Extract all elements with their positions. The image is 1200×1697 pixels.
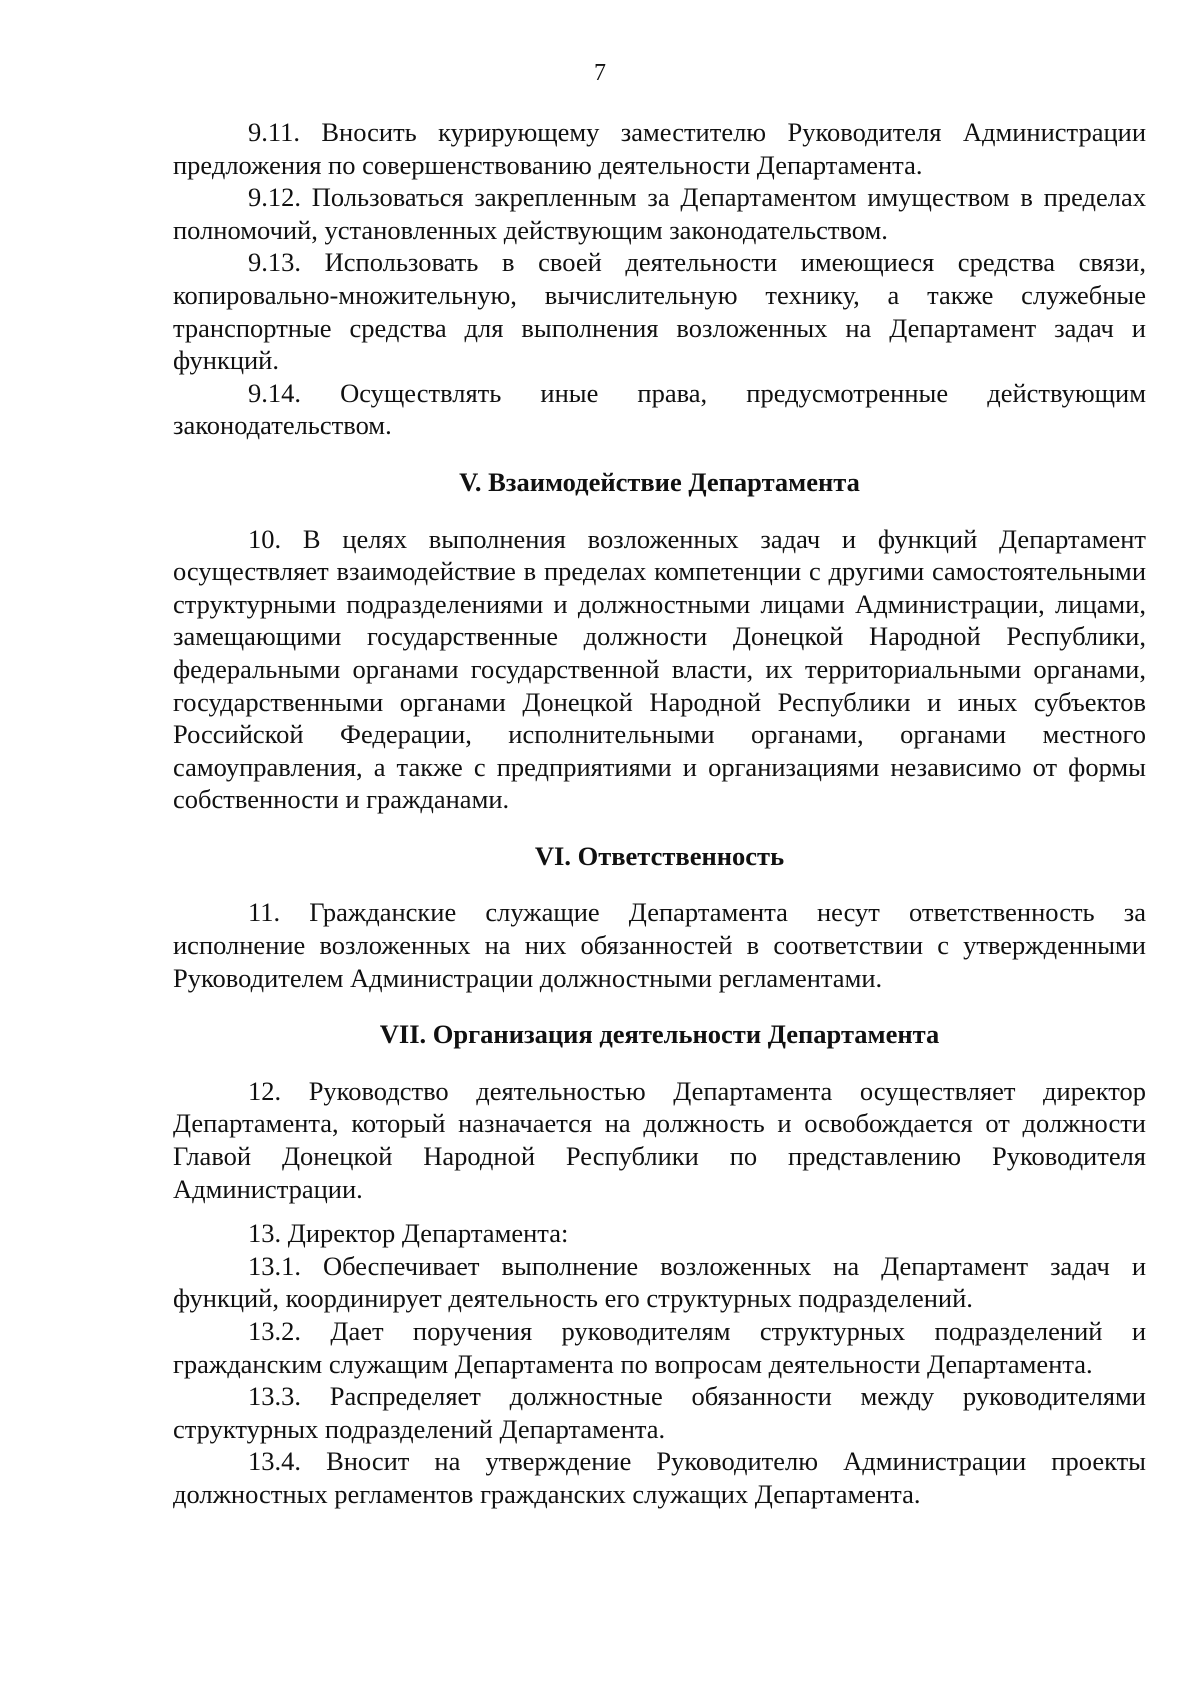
paragraph-13-4: 13.4. Вносит на утверждение Руководителю Администрации проекты должностных регламентов гражданских служащих Департамента. <box>173 1446 1146 1509</box>
paragraph-13: 13. Директор Департамента: <box>248 1218 569 1249</box>
section-heading-vi: VI. Ответственность <box>534 840 785 871</box>
paragraph-11: 11. Гражданские служащие Департамента несут ответственность за исполнение возложенных на них обязанностей в соответствии с утвержденными Руководителем Администрации должностными регламентами. <box>173 897 1146 993</box>
document-body <box>173 116 1146 1511</box>
paragraph-12: 12. Руководство деятельностью Департамента осуществляет директор Департамента, который назначается на должность и освобождается от должности Главой Донецкой Народной Республики по представлению Руководителя Администрации. <box>173 1075 1146 1204</box>
paragraph-13-3: 13.3. Распределяет должностные обязанности между руководителями структурных подразделений Департамента. <box>173 1381 1146 1444</box>
paragraph-9-13: 9.13. Использовать в своей деятельности имеющиеся средства связи, копировально-множительную, вычислительную технику, а также служебные транспортные средства для выполнения возложенных на Департамент задач и функций. <box>173 247 1146 376</box>
paragraph-9-12: 9.12. Пользоваться закрепленным за Департаментом имуществом в пределах полномочий, установленных действующим законодательством. <box>173 182 1146 245</box>
paragraph-9-14: 9.14. Осуществлять иные права, предусмотренные действующим законодательством. <box>173 377 1146 441</box>
section-heading-vii: VII. Организация деятельности Департамента <box>379 1019 940 1050</box>
page-number: 7 <box>594 60 606 86</box>
paragraph-13-1: 13.1. Обеспечивает выполнение возложенных на Департамент задач и функций, координирует деятельность его структурных подразделений. <box>173 1250 1146 1314</box>
paragraph-13-2: 13.2. Дает поручения руководителям структурных подразделений и гражданским служащим Департамента по вопросам деятельности Департамента. <box>173 1316 1146 1379</box>
paragraph-10: 10. В целях выполнения возложенных задач и функций Департамент осуществляет взаимодействие в пределах компетенции с другими самостоятельными структурными подразделениями и должностными лицами Администрации, лицами, замещающими государственные должности Донецкой Народной Республики, федеральными органами государственной власти, их территориальными органами, государственными органами Донецкой Народной Республики и иных субъектов Российской Федерации, исполнительными органами, органами местного самоуправления, а также с предприятиями и организациями независимо от формы собственности и гражданами. <box>173 523 1146 815</box>
section-heading-v: V. Взаимодействие Департамента <box>459 466 860 497</box>
paragraph-9-11: 9.11. Вносить курирующему заместителю Руководителя Администрации предложения по совершенствованию деятельности Департамента. <box>173 117 1146 180</box>
